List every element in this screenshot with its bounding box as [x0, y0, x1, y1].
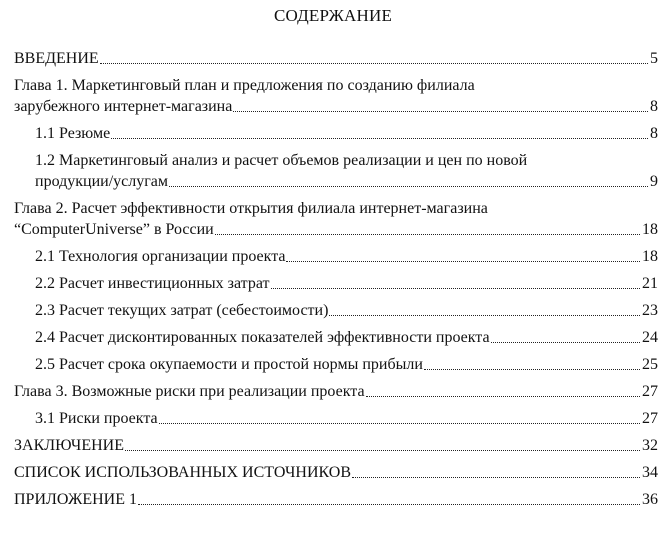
- toc-entry-references[interactable]: [14, 462, 658, 483]
- toc-entry-label: зарубежного интернет-магазина: [14, 98, 233, 115]
- toc-entry-line2: [14, 96, 658, 117]
- toc-entry-label: СПИСОК ИСПОЛЬЗОВАННЫХ ИСТОЧНИКОВ: [14, 464, 352, 481]
- toc-page-number: 24: [642, 329, 658, 346]
- toc-entry-chapter-1[interactable]: [14, 75, 658, 117]
- toc-page-number: 18: [642, 248, 658, 265]
- toc-entry-chapter-3[interactable]: [14, 381, 658, 402]
- toc-entry-label: 1.1 Резюме: [35, 125, 111, 142]
- toc-page-number: 23: [642, 302, 658, 319]
- toc-page-number: 32: [642, 437, 658, 454]
- toc-entry-label: 2.2 Расчет инвестиционных затрат: [35, 275, 270, 292]
- toc-page-number: 27: [642, 410, 658, 427]
- toc-entry-label: ВВЕДЕНИЕ: [14, 50, 99, 67]
- leader-dots: [366, 396, 640, 397]
- toc-entry-label: 2.1 Технология организации проекта: [35, 248, 286, 265]
- leader-dots: [271, 288, 640, 289]
- toc-entry-appendix-1[interactable]: [14, 489, 658, 510]
- table-of-contents: [14, 44, 658, 510]
- toc-entry-section-1-2[interactable]: [14, 150, 658, 192]
- leader-dots: [424, 369, 640, 370]
- toc-entry-section-2-3[interactable]: [14, 300, 658, 321]
- toc-entry-label: 3.1 Риски проекта: [35, 410, 158, 427]
- toc-entry-section-2-4[interactable]: [14, 327, 658, 348]
- leader-dots: [159, 423, 640, 424]
- toc-entry-line2: [14, 219, 658, 240]
- toc-entry-section-3-1[interactable]: [14, 408, 658, 429]
- toc-title: СОДЕРЖАНИЕ: [273, 6, 393, 25]
- toc-page-number: 36: [642, 491, 658, 508]
- leader-dots: [125, 450, 640, 451]
- toc-page-number: 25: [642, 356, 658, 373]
- toc-page-number: 5: [650, 50, 658, 67]
- toc-entry-label: 2.3 Расчет текущих затрат (себестоимости): [35, 302, 329, 319]
- toc-entry-introduction[interactable]: [14, 48, 658, 69]
- leader-dots: [233, 111, 648, 112]
- leader-dots: [286, 261, 640, 262]
- leader-dots: [111, 138, 648, 139]
- toc-entry-line2: [35, 171, 658, 192]
- toc-entry-label: ЗАКЛЮЧЕНИЕ: [14, 437, 124, 454]
- toc-entry-label: продукции/услугам: [35, 173, 169, 190]
- toc-entry-section-2-5[interactable]: [14, 354, 658, 375]
- toc-entry-section-2-1[interactable]: [14, 246, 658, 267]
- toc-page-number: 9: [650, 173, 658, 190]
- leader-dots: [138, 504, 640, 505]
- toc-page-number: 8: [650, 98, 658, 115]
- toc-entry-conclusion[interactable]: [14, 435, 658, 456]
- leader-dots: [329, 315, 640, 316]
- toc-entry-label-line1: Глава 1. Маркетинговый план и предложения по созданию филиала: [14, 77, 475, 94]
- toc-entry-label: ПРИЛОЖЕНИЕ 1: [14, 491, 138, 508]
- leader-dots: [100, 63, 648, 64]
- toc-entry-chapter-2[interactable]: [14, 198, 658, 240]
- toc-page-number: 18: [642, 221, 658, 238]
- toc-entry-label-line1: 1.2 Маркетинговый анализ и расчет объемов реализации и цен по новой: [35, 152, 528, 169]
- toc-page-number: 8: [650, 125, 658, 142]
- leader-dots: [352, 477, 640, 478]
- toc-entry-label: 2.4 Расчет дисконтированных показателей эффективности проекта: [35, 329, 490, 346]
- toc-entry-section-1-1[interactable]: [14, 123, 658, 144]
- toc-entry-label: “ComputerUniverse” в России: [14, 221, 214, 238]
- toc-entry-label: 2.5 Расчет срока окупаемости и простой нормы прибыли: [35, 356, 423, 373]
- toc-page-number: 34: [642, 464, 658, 481]
- toc-page-number: 21: [642, 275, 658, 292]
- toc-entry-label-line1: Глава 2. Расчет эффективности открытия филиала интернет-магазина: [14, 200, 488, 217]
- leader-dots: [491, 342, 640, 343]
- toc-entry-section-2-2[interactable]: [14, 273, 658, 294]
- leader-dots: [215, 234, 640, 235]
- toc-entry-label: Глава 3. Возможные риски при реализации проекта: [14, 383, 365, 400]
- leader-dots: [169, 186, 648, 187]
- toc-page-number: 27: [642, 383, 658, 400]
